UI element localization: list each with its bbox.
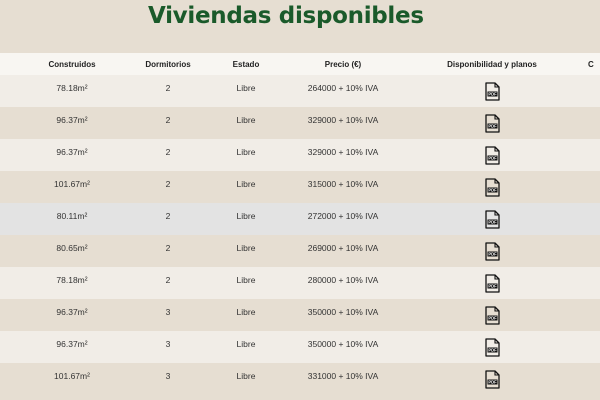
header-estado: Estado bbox=[232, 60, 260, 69]
pdf-label: PDF bbox=[488, 123, 497, 129]
pdf-file-icon[interactable] bbox=[485, 242, 500, 261]
cell-construidos: 101.67m² bbox=[54, 179, 90, 189]
table-row bbox=[0, 171, 600, 203]
pdf-file-icon[interactable] bbox=[485, 114, 500, 133]
cell-construidos: 78.18m² bbox=[56, 275, 88, 285]
header-precio: Precio (€) bbox=[324, 60, 362, 69]
cell-construidos: 101.67m² bbox=[54, 371, 90, 381]
table-row bbox=[0, 203, 600, 235]
header-construidos: Construidos bbox=[48, 60, 96, 69]
table-row bbox=[0, 75, 600, 107]
table-row bbox=[0, 331, 600, 363]
cell-precio: 329000 + 10% IVA bbox=[307, 147, 379, 157]
cell-dormitorios: 2 bbox=[165, 83, 171, 93]
cell-precio: 264000 + 10% IVA bbox=[307, 83, 379, 93]
cell-construidos: 80.65m² bbox=[56, 243, 88, 253]
table-row bbox=[0, 139, 600, 171]
cell-dormitorios: 2 bbox=[165, 179, 171, 189]
cell-precio: 331000 + 10% IVA bbox=[307, 371, 379, 381]
cell-dormitorios: 2 bbox=[165, 275, 171, 285]
cell-estado: Libre bbox=[236, 243, 256, 253]
cell-dormitorios: 2 bbox=[165, 147, 171, 157]
table-row bbox=[0, 107, 600, 139]
cell-construidos: 96.37m² bbox=[56, 147, 88, 157]
pdf-file-icon[interactable] bbox=[485, 82, 500, 101]
pdf-label: PDF bbox=[488, 187, 497, 193]
pdf-label: PDF bbox=[488, 91, 497, 97]
pdf-file-icon[interactable] bbox=[485, 306, 500, 325]
cell-dormitorios: 3 bbox=[165, 307, 171, 317]
cell-estado: Libre bbox=[236, 211, 256, 221]
pdf-file-icon[interactable] bbox=[485, 210, 500, 229]
pdf-label: PDF bbox=[488, 283, 497, 289]
cell-construidos: 96.37m² bbox=[56, 307, 88, 317]
cell-precio: 280000 + 10% IVA bbox=[307, 275, 379, 285]
cell-estado: Libre bbox=[236, 83, 256, 93]
cell-precio: 272000 + 10% IVA bbox=[307, 211, 379, 221]
cell-precio: 315000 + 10% IVA bbox=[307, 179, 379, 189]
pdf-file-icon[interactable] bbox=[485, 274, 500, 293]
pdf-label: PDF bbox=[488, 347, 497, 353]
cell-estado: Libre bbox=[236, 371, 256, 381]
header-dormitorios: Dormitorios bbox=[145, 60, 191, 69]
table-row bbox=[0, 235, 600, 267]
pdf-label: PDF bbox=[488, 251, 497, 257]
cell-construidos: 96.37m² bbox=[56, 339, 88, 349]
cell-estado: Libre bbox=[236, 179, 256, 189]
cell-estado: Libre bbox=[236, 147, 256, 157]
listings-table bbox=[0, 53, 600, 395]
cell-estado: Libre bbox=[236, 275, 256, 285]
cell-construidos: 80.11m² bbox=[56, 211, 88, 221]
pdf-file-icon[interactable] bbox=[485, 146, 500, 165]
page-title: Viviendas disponibles bbox=[148, 3, 424, 29]
pdf-label: PDF bbox=[488, 219, 497, 225]
header-cut-column: C bbox=[588, 60, 594, 69]
cell-estado: Libre bbox=[236, 307, 256, 317]
pdf-file-icon[interactable] bbox=[485, 178, 500, 197]
cell-estado: Libre bbox=[236, 115, 256, 125]
header-disponibilidad: Disponibilidad y planos bbox=[447, 60, 537, 69]
table-row bbox=[0, 299, 600, 331]
cell-construidos: 96.37m² bbox=[56, 115, 88, 125]
cell-precio: 350000 + 10% IVA bbox=[307, 307, 379, 317]
cell-construidos: 78.18m² bbox=[56, 83, 88, 93]
cell-dormitorios: 3 bbox=[165, 339, 171, 349]
cell-dormitorios: 3 bbox=[165, 371, 171, 381]
cell-precio: 350000 + 10% IVA bbox=[307, 339, 379, 349]
cell-estado: Libre bbox=[236, 339, 256, 349]
cell-dormitorios: 2 bbox=[165, 115, 171, 125]
pdf-label: PDF bbox=[488, 379, 497, 385]
table-header bbox=[0, 53, 600, 75]
pdf-label: PDF bbox=[488, 315, 497, 321]
cell-precio: 269000 + 10% IVA bbox=[307, 243, 379, 253]
table-row bbox=[0, 267, 600, 299]
pdf-label: PDF bbox=[488, 155, 497, 161]
pdf-file-icon[interactable] bbox=[485, 370, 500, 389]
pdf-file-icon[interactable] bbox=[485, 338, 500, 357]
table-row bbox=[0, 363, 600, 395]
cell-precio: 329000 + 10% IVA bbox=[307, 115, 379, 125]
cell-dormitorios: 2 bbox=[165, 211, 171, 221]
cell-dormitorios: 2 bbox=[165, 243, 171, 253]
